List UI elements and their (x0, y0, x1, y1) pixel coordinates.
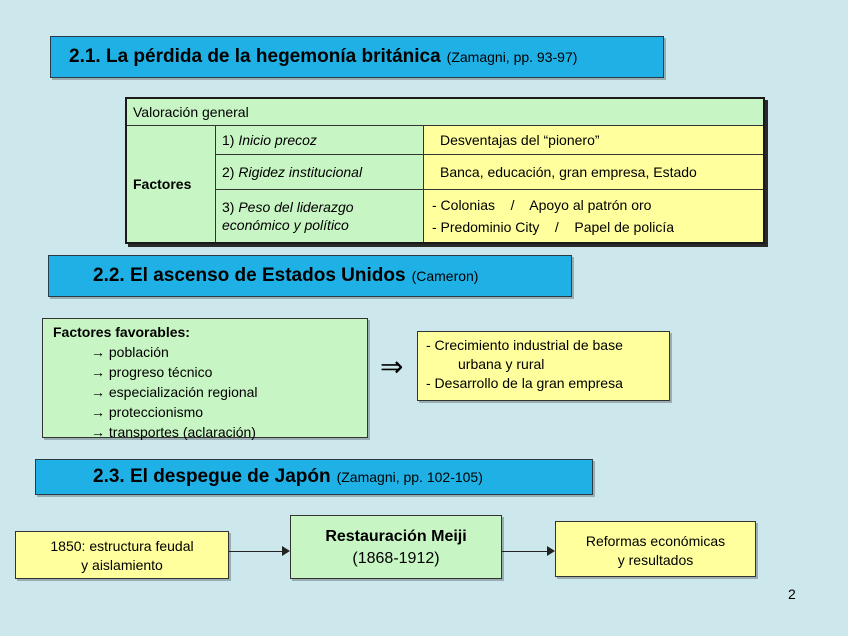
favorable-factors-title: Factores favorables: (53, 324, 190, 340)
factor-row-3-label: 3) Peso del liderazgo económico y político (216, 190, 424, 244)
factors-table (125, 97, 765, 244)
factor-row-2-label: 2) Rigidez institucional (216, 155, 424, 190)
factor-row-3-detail: - Colonias / Apoyo al patrón oro - Predominio City / Papel de policía (424, 190, 765, 244)
factor-row-1-label: 1) Inicio precoz (216, 126, 424, 155)
factors-label: Factores (126, 126, 216, 244)
japan-start-box: 1850: estructura feudal y aislamiento (15, 531, 229, 579)
flow-arrow-2 (502, 551, 548, 552)
result-line-1: - Crecimiento industrial de base (426, 337, 623, 353)
implies-arrow-icon: ⇒ (380, 351, 404, 382)
factor-row-2-detail: Banca, educación, gran empresa, Estado (424, 155, 765, 190)
section-2-1-header (50, 36, 664, 78)
result-line-2: urbana y rural (458, 356, 545, 372)
result-line-3: - Desarrollo de la gran empresa (426, 375, 623, 391)
section-2-1-reference: (Zamagni, pp. 93-97) (446, 49, 578, 65)
favorable-item: → progreso técnico (91, 364, 213, 380)
flow-arrow-1 (229, 551, 283, 552)
section-2-2-header (48, 255, 572, 297)
section-2-3-title: 2.3. El despegue de Japón (93, 466, 331, 487)
meiji-restoration-box: Restauración Meiji (1868-1912) (290, 515, 502, 579)
section-2-3-reference: (Zamagni, pp. 102-105) (336, 469, 483, 485)
favorable-item: → especialización regional (91, 384, 258, 400)
factor-row-1-detail: Desventajas del “pionero” (424, 126, 765, 155)
reforms-box: Reformas económicas y resultados (555, 521, 756, 577)
favorable-item: → transportes (aclaración) (91, 424, 256, 440)
favorable-item: → población (91, 344, 169, 360)
section-2-1-title: 2.1. La pérdida de la hegemonía británica (69, 46, 441, 67)
table-header: Valoración general (126, 98, 764, 126)
section-2-3-header (35, 459, 593, 495)
page-number: 2 (788, 586, 796, 602)
favorable-item: → proteccionismo (91, 404, 204, 420)
section-2-2-title: 2.2. El ascenso de Estados Unidos (93, 265, 406, 286)
arrow-head-icon (282, 546, 290, 556)
favorable-factors-box (42, 318, 368, 438)
section-2-2-reference: (Cameron) (411, 268, 479, 284)
results-box (417, 331, 670, 401)
arrow-head-icon (547, 546, 555, 556)
